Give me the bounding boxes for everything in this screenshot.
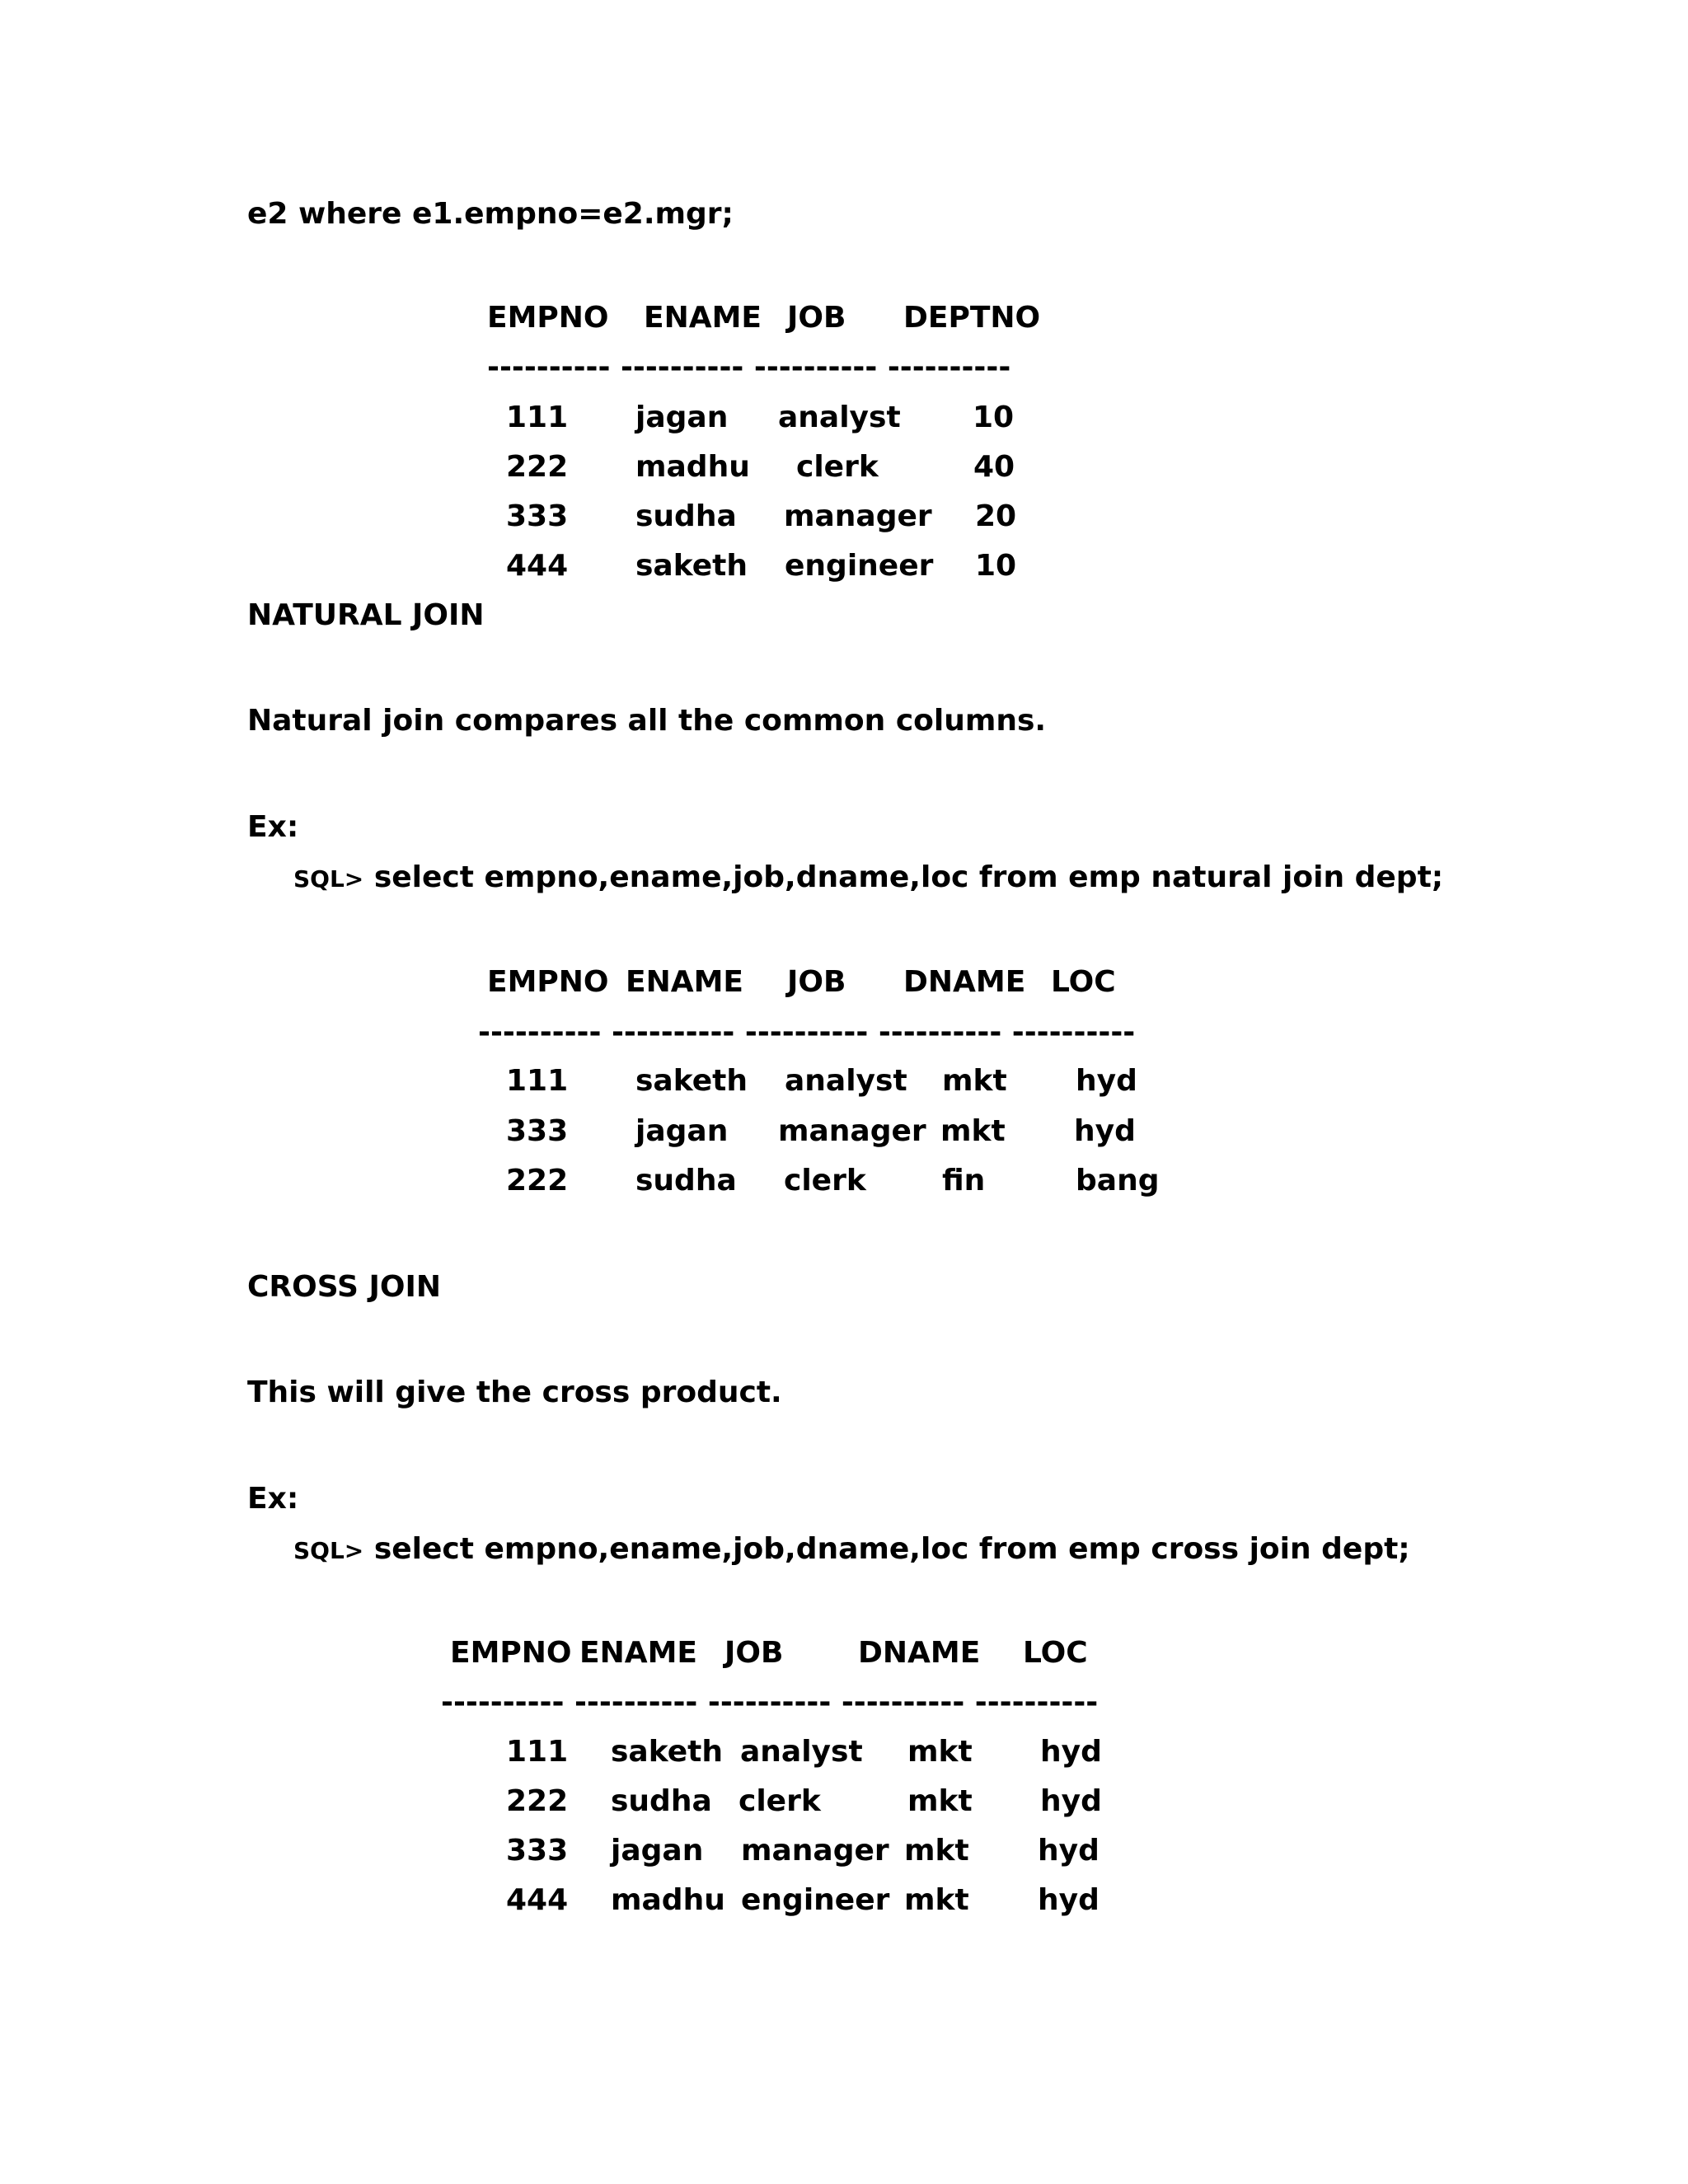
table-header: LOC (1051, 965, 1116, 999)
table-cell: clerk (784, 1164, 866, 1197)
table-cell: clerk (796, 450, 879, 484)
table-cell: engineer (785, 549, 934, 583)
table-cell: mkt (940, 1114, 1006, 1148)
table-cell: hyd (1074, 1114, 1136, 1148)
section-heading-cross-join: CROSS JOIN (247, 1270, 442, 1304)
table-cell: 222 (506, 1784, 569, 1818)
table-cell: 444 (506, 549, 569, 583)
table-cell: jagan (611, 1834, 704, 1868)
table-cell: engineer (741, 1883, 890, 1917)
table-header: ENAME (644, 301, 762, 335)
table-cell: sudha (635, 499, 737, 533)
table-cell: 10 (973, 401, 1015, 434)
table-cell: analyst (740, 1735, 863, 1769)
natural-join-description: Natural join compares all the common columns. (247, 704, 1047, 738)
table-cell: jagan (635, 1114, 729, 1148)
table-header: EMPNO (450, 1636, 572, 1670)
table-cell: manager (741, 1834, 889, 1868)
sql-prompt: SQL> (293, 865, 364, 893)
table-cell: jagan (635, 401, 729, 434)
table-header: JOB (787, 965, 846, 999)
table-cell: 111 (506, 401, 569, 434)
table-cell: 222 (506, 1164, 569, 1197)
table-header: LOC (1023, 1636, 1088, 1670)
table-cell: 333 (506, 1834, 569, 1868)
table-cell: 111 (506, 1735, 569, 1769)
table-cell: saketh (635, 549, 748, 583)
natural-join-example-label: Ex: (247, 810, 299, 844)
table-cell: manager (784, 499, 932, 533)
sql-statement: select empno,ename,job,dname,loc from emp cross join dept; (363, 1532, 1410, 1566)
table-cell: mkt (907, 1735, 973, 1769)
table-cell: sudha (635, 1164, 737, 1197)
cross-join-example-label: Ex: (247, 1482, 299, 1516)
table-cell: 10 (975, 549, 1017, 583)
table-cell: 222 (506, 450, 569, 484)
table-cell: clerk (738, 1784, 821, 1818)
table-separator: ---------- ---------- ---------- ---------- ---------- (441, 1685, 1099, 1719)
table-cell: manager (778, 1114, 926, 1148)
table-cell: 111 (506, 1064, 569, 1098)
table-cell: 333 (506, 1114, 569, 1148)
table-header: DNAME (903, 965, 1026, 999)
table-header: EMPNO (487, 965, 609, 999)
table-cell: 40 (973, 450, 1015, 484)
natural-join-sql-line (293, 860, 1443, 898)
table-cell: mkt (904, 1883, 969, 1917)
table-cell: saketh (611, 1735, 723, 1769)
cross-join-sql-line (293, 1531, 1410, 1569)
table-cell: 333 (506, 499, 569, 533)
table-separator: ---------- ---------- ---------- ---------- (487, 350, 1011, 384)
table-cell: saketh (635, 1064, 748, 1098)
table-cell: analyst (785, 1064, 907, 1098)
table-cell: 444 (506, 1883, 569, 1917)
table-cell: hyd (1038, 1883, 1100, 1917)
table-separator: ---------- ---------- ---------- ---------- ---------- (478, 1015, 1136, 1049)
table-cell: madhu (635, 450, 750, 484)
table-cell: mkt (904, 1834, 969, 1868)
section-heading-natural-join: NATURAL JOIN (247, 598, 485, 632)
intro-query-line: e2 where e1.empno=e2.mgr; (247, 197, 734, 231)
table-header: EMPNO (487, 301, 609, 335)
table-cell: fin (942, 1164, 986, 1197)
table-cell: sudha (611, 1784, 712, 1818)
table-cell: hyd (1040, 1784, 1102, 1818)
table-cell: mkt (942, 1064, 1007, 1098)
cross-join-description: This will give the cross product. (247, 1376, 782, 1409)
table-cell: bang (1076, 1164, 1160, 1197)
table-header: ENAME (579, 1636, 697, 1670)
table-cell: analyst (778, 401, 901, 434)
table-cell: madhu (611, 1883, 725, 1917)
table-cell: 20 (975, 499, 1017, 533)
table-cell: mkt (907, 1784, 973, 1818)
table-header: DNAME (858, 1636, 981, 1670)
table-header: DEPTNO (903, 301, 1041, 335)
sql-prompt: SQL> (293, 1537, 364, 1564)
table-cell: hyd (1040, 1735, 1102, 1769)
table-header: JOB (787, 301, 846, 335)
table-cell: hyd (1038, 1834, 1100, 1868)
table-header: JOB (724, 1636, 784, 1670)
table-header: ENAME (626, 965, 743, 999)
table-cell: hyd (1076, 1064, 1137, 1098)
sql-statement: select empno,ename,job,dname,loc from emp natural join dept; (363, 860, 1444, 894)
